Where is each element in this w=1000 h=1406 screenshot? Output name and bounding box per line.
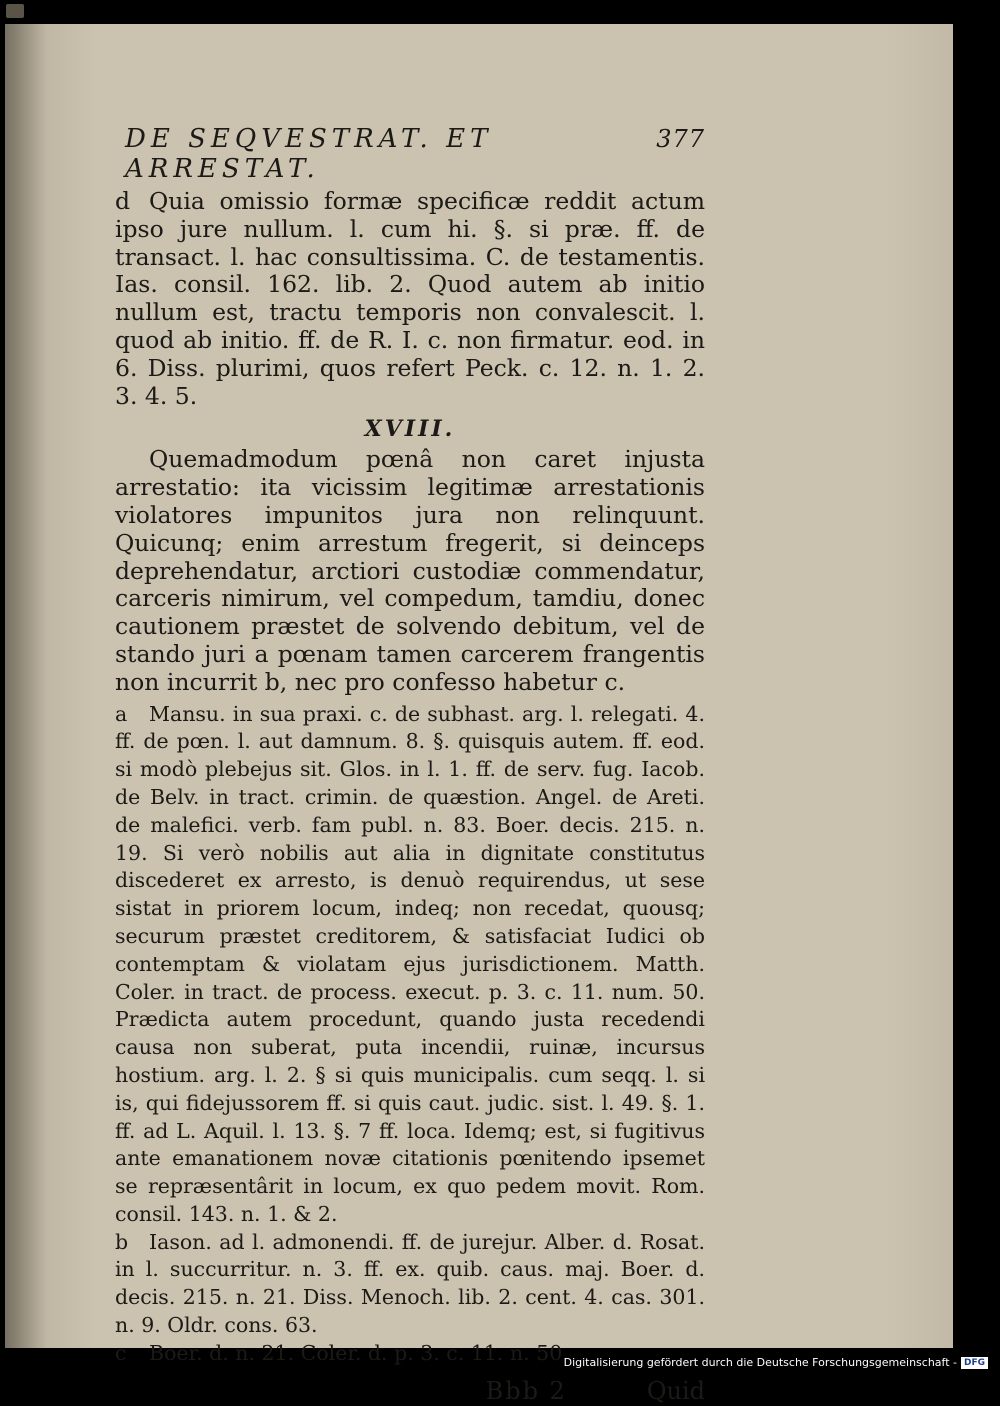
note-marker: c — [115, 1340, 127, 1365]
note-text: Quia omissio formæ specificæ reddit actum ipso jure nullum. l. cum hi. §. si præ. ff. de transact. l. hac consultissima. C. de testamentis. Ias. consil. 162. lib. 2. Quod autem ab initio nullum est, tractu temporis non convalescit. l. quod ab initio. ff. de R. I. c. non firmatur. eod. in 6. Diss. plurimi, quos refert Peck. c. 12. n. 1. 2. 3. 4. 5. — [115, 187, 705, 410]
running-title: DE SEQVESTRAT. ET ARRESTAT. — [125, 124, 493, 184]
section-number: XVIII. — [364, 416, 456, 443]
note-marker: d — [115, 187, 131, 215]
note-b — [115, 1229, 705, 1340]
running-head — [125, 124, 705, 184]
digitization-credit — [564, 1356, 988, 1370]
note-marker: b — [115, 1229, 129, 1254]
text-block — [115, 124, 705, 1406]
signature-mark: Bbb 2 — [485, 1376, 567, 1405]
note-a — [115, 701, 705, 1229]
note-d — [115, 188, 705, 410]
note-text: Boer. d. n. 21. Coler. d. p. 3. c. 11. n. 50. — [149, 1340, 569, 1365]
page-footer — [115, 1376, 705, 1406]
page-number: 377 — [656, 125, 705, 153]
note-text: Iason. ad l. admonendi. ff. de jurejur. Alber. d. Rosat. in l. succurritur. n. 3. ff. ex. quib. caus. maj. Boer. d. decis. 215. n. 21. Diss. Menoch. lib. 2. cent. 4. cas. 301. n. 9. Oldr. cons. 63. — [115, 1229, 705, 1338]
note-marker: a — [115, 701, 128, 726]
credit-text: Digitalisierung gefördert durch die Deutsche Forschungsgemeinschaft - — [563, 1356, 957, 1369]
spine-shadow — [5, 24, 47, 1348]
corner-mark — [6, 4, 24, 18]
dfg-logo: DFG — [961, 1357, 988, 1369]
section-paragraph: Quemadmodum pœnâ non caret injusta arrestatio: ita vicissim legitimæ arrestationis violatores impunitos jura non relinquunt. Quicunq; enim arrestum fregerit, si deinceps deprehendatur, arctiori custodiæ commendatur, carceris nimirum, vel compedum, tamdiu, donec cautionem præstet de solvendo debitum, vel de stando juri a pœnam tamen carcerem frangentis non incurrit b, nec pro confesso habetur c. — [115, 445, 705, 696]
note-text: Mansu. in sua praxi. c. de subhast. arg. l. relegati. 4. ff. de pœn. l. aut damnum. 8. §. quisquis autem. ff. eod. si modò plebejus sit. Glos. in l. 1. ff. de serv. fug. Iacob. de Belv. in tract. crimin. de quæstion. Angel. de Areti. de malefici. verb. fam publ. n. 83. Boer. decis. 215. n. 19. Si verò nobilis aut alia in dignitate constitutus discederet ex arresto, is denuò requirendus, ut sese sistat in priorem locum, indeq; non recedat, quousq; securum præstet creditorem, & satisfaciat Iudici ob contemptam & violatam ejus jurisdictionem. Matth. Coler. in tract. de process. execut. p. 3. c. 11. num. 50. Prædicta autem procedunt, quando justa recedendi causa non suberat, puta incendii, ruinæ, incursus hostium. arg. l. 2. § si quis municipalis. cum seqq. l. si is, qui fidejussorem ff. si quis caut. judic. sist. l. 49. §. 1. ff. ad L. Aquil. l. 13. §. 7 ff. loca. Idemq; est, si fugitivus ante emanationem novæ citationis pœnitendo ipsemet se repræsentârit in locum, ex quo pedem movit. Rom. consil. 143. n. 1. & 2. — [115, 701, 705, 1226]
catchword: Quid — [646, 1376, 705, 1405]
